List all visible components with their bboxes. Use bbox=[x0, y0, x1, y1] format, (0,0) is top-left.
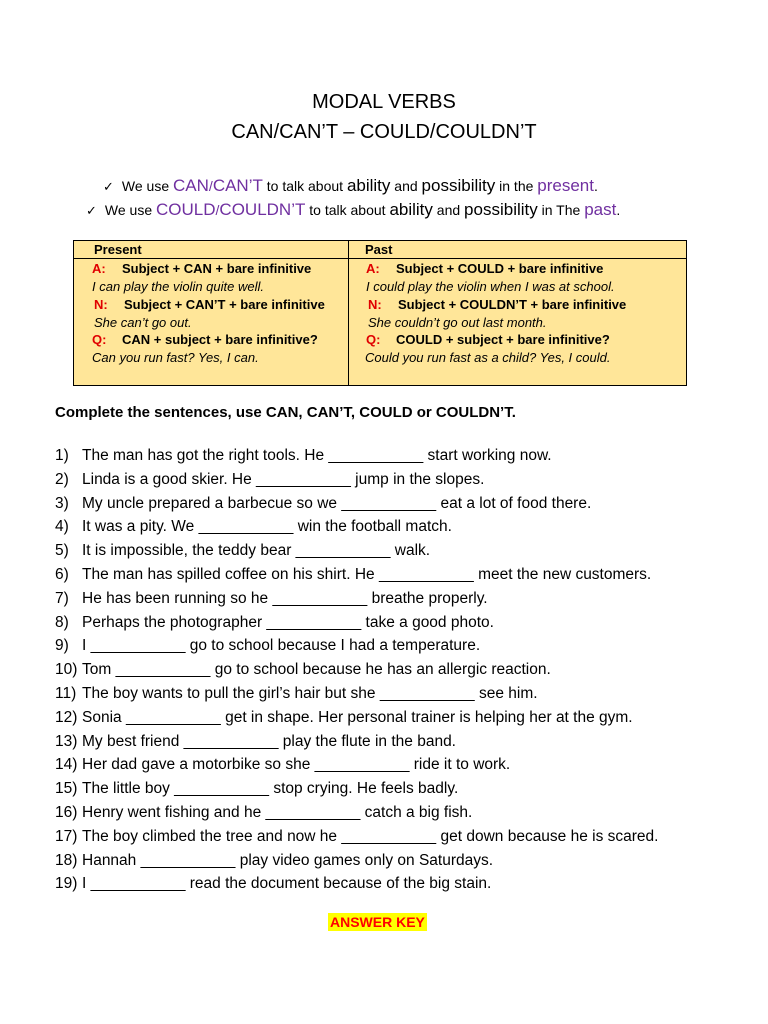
usage-line-past bbox=[86, 200, 620, 220]
item-text: Linda is a good skier. He ___________ jump in the slopes. bbox=[82, 470, 485, 488]
item-text: I ___________ read the document because of the big stain. bbox=[82, 875, 492, 893]
question-example: Could you run fast as a child? Yes, I could. bbox=[365, 350, 611, 365]
exercise-item bbox=[55, 517, 755, 541]
question-rule bbox=[92, 331, 318, 349]
exercise-item bbox=[55, 732, 755, 756]
item-text: Sonia ___________ get in shape. Her personal trainer is helping her at the gym. bbox=[82, 708, 633, 726]
item-number: 19) bbox=[55, 875, 78, 893]
item-text: He has been running so he ___________ breathe properly. bbox=[82, 589, 488, 607]
past-column bbox=[349, 241, 686, 385]
exercise-item bbox=[55, 779, 755, 803]
item-number: 8) bbox=[55, 613, 69, 631]
exercise-instructions: Complete the sentences, use CAN, CAN’T, COULD or COULDN’T. bbox=[55, 404, 516, 421]
rule-text: Subject + COULDN’T + bare infinitive bbox=[398, 297, 627, 312]
affirmative-example: I can play the violin quite well. bbox=[92, 279, 264, 294]
item-number: 2) bbox=[55, 470, 69, 488]
exercise-item bbox=[55, 565, 755, 589]
item-number: 18) bbox=[55, 851, 78, 869]
exercise-item bbox=[55, 541, 755, 565]
exercise-list bbox=[55, 446, 755, 898]
negative-example: She can’t go out. bbox=[94, 315, 192, 330]
exercise-item bbox=[55, 874, 755, 898]
exercise-item bbox=[55, 851, 755, 875]
question-tag: Q: bbox=[366, 332, 381, 347]
item-text: My uncle prepared a barbecue so we ___________ eat a lot of food there. bbox=[82, 494, 592, 512]
item-text: The boy climbed the tree and now he ___________ get down because he is scared. bbox=[82, 827, 659, 845]
affirmative-example: I could play the violin when I was at school. bbox=[366, 279, 615, 294]
page-title: MODAL VERBS bbox=[312, 91, 456, 113]
answer-key-label: ANSWER KEY bbox=[330, 914, 425, 930]
item-number: 17) bbox=[55, 827, 78, 845]
usage-line-present bbox=[103, 176, 598, 196]
item-text: It was a pity. We ___________ win the football match. bbox=[82, 518, 452, 536]
slash: / bbox=[208, 178, 213, 194]
negative-tag: N: bbox=[368, 297, 382, 312]
usage-text: in the bbox=[495, 178, 538, 194]
word-present: present bbox=[537, 176, 594, 195]
item-number: 4) bbox=[55, 518, 69, 536]
usage-text: We use bbox=[104, 202, 157, 218]
item-number: 1) bbox=[55, 447, 69, 464]
checkmark-icon: ✓ bbox=[86, 203, 97, 218]
rule-text: Subject + CAN’T + bare infinitive bbox=[124, 297, 325, 312]
item-number: 11) bbox=[55, 684, 77, 702]
word-ability: ability bbox=[389, 200, 433, 219]
item-text: The boy wants to pull the girl’s hair but she ___________ see him. bbox=[82, 684, 538, 702]
exercise-item bbox=[55, 470, 755, 494]
modal-couldnt: COULDN’T bbox=[219, 200, 306, 219]
usage-text: . bbox=[593, 178, 598, 194]
rule-text: Subject + CAN + bare infinitive bbox=[122, 261, 312, 276]
item-number: 7) bbox=[55, 589, 69, 607]
item-text: The little boy ___________ stop crying. He feels badly. bbox=[82, 780, 459, 798]
item-number: 6) bbox=[55, 565, 69, 583]
exercise-item bbox=[55, 755, 755, 779]
exercise-item bbox=[55, 446, 755, 470]
exercise-item bbox=[55, 827, 755, 851]
item-number: 5) bbox=[55, 542, 69, 560]
usage-text: . bbox=[616, 202, 621, 218]
item-number: 9) bbox=[55, 637, 69, 655]
present-header: Present bbox=[74, 241, 348, 259]
affirmative-tag: A: bbox=[366, 261, 380, 276]
present-column bbox=[74, 241, 349, 385]
item-text: The man has got the right tools. He ___________ start working now. bbox=[82, 447, 552, 464]
usage-text: to talk about bbox=[305, 202, 390, 218]
item-number: 3) bbox=[55, 494, 69, 512]
item-number: 10) bbox=[55, 661, 78, 679]
item-text: It is impossible, the teddy bear ___________ walk. bbox=[82, 542, 431, 560]
item-text: Henry went fishing and he ___________ catch a big fish. bbox=[82, 803, 473, 821]
negative-rule bbox=[368, 296, 626, 314]
slash: / bbox=[215, 202, 220, 218]
word-possibility: possibility bbox=[464, 200, 538, 219]
modal-cant: CAN’T bbox=[212, 176, 263, 195]
item-number: 12) bbox=[55, 708, 78, 726]
item-text: Tom ___________ go to school because he has an allergic reaction. bbox=[82, 661, 551, 679]
question-example: Can you run fast? Yes, I can. bbox=[92, 350, 259, 365]
word-past: past bbox=[584, 200, 617, 219]
negative-example: She couldn’t go out last month. bbox=[368, 315, 547, 330]
item-number: 13) bbox=[55, 732, 78, 750]
exercise-item bbox=[55, 589, 755, 613]
exercise-item bbox=[55, 660, 755, 684]
item-text: I ___________ go to school because I had a temperature. bbox=[82, 637, 481, 655]
rule-text: Subject + COULD + bare infinitive bbox=[396, 261, 604, 276]
question-rule bbox=[366, 331, 610, 349]
item-text: Perhaps the photographer ___________ take a good photo. bbox=[82, 613, 494, 631]
question-tag: Q: bbox=[92, 332, 107, 347]
item-number: 16) bbox=[55, 803, 78, 821]
exercise-item bbox=[55, 494, 755, 518]
item-number: 15) bbox=[55, 780, 78, 798]
exercise-item bbox=[55, 803, 755, 827]
exercise-item bbox=[55, 684, 755, 708]
affirmative-rule bbox=[92, 260, 311, 278]
rule-text: CAN + subject + bare infinitive? bbox=[122, 332, 318, 347]
item-text: Hannah ___________ play video games only on Saturdays. bbox=[82, 851, 494, 869]
exercise-item bbox=[55, 613, 755, 637]
page-subtitle: CAN/CAN’T – COULD/COULDN’T bbox=[231, 121, 537, 143]
modal-can: CAN bbox=[173, 176, 209, 195]
item-text: The man has spilled coffee on his shirt. He ___________ meet the new customers. bbox=[82, 565, 652, 583]
usage-text: We use bbox=[121, 178, 174, 194]
negative-rule bbox=[94, 296, 325, 314]
usage-text: in The bbox=[537, 202, 585, 218]
grammar-table bbox=[73, 240, 687, 386]
item-text: Her dad gave a motorbike so she ___________ ride it to work. bbox=[82, 756, 511, 774]
negative-tag: N: bbox=[94, 297, 108, 312]
word-ability: ability bbox=[346, 176, 391, 195]
modal-could: COULD bbox=[156, 200, 216, 219]
usage-text: to talk about bbox=[262, 178, 347, 194]
past-header: Past bbox=[349, 241, 686, 259]
affirmative-rule bbox=[366, 260, 603, 278]
exercise-item bbox=[55, 708, 755, 732]
word-possibility: possibility bbox=[421, 176, 496, 195]
rule-text: COULD + subject + bare infinitive? bbox=[396, 332, 610, 347]
usage-text: and bbox=[390, 178, 422, 194]
exercise-item bbox=[55, 636, 755, 660]
item-text: My best friend ___________ play the flute in the band. bbox=[82, 732, 456, 750]
checkmark-icon: ✓ bbox=[103, 179, 114, 194]
affirmative-tag: A: bbox=[92, 261, 106, 276]
usage-text: and bbox=[432, 202, 465, 218]
item-number: 14) bbox=[55, 756, 78, 774]
